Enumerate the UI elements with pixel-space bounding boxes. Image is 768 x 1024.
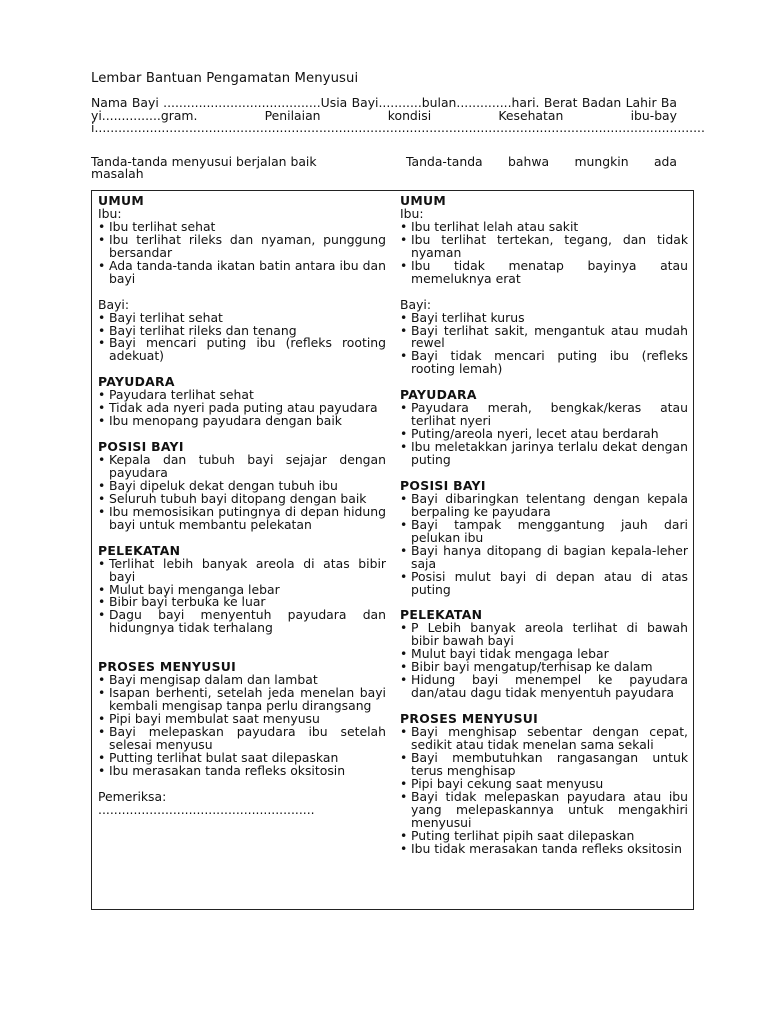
list-item: • Putting terlihat bulat saat dilepaskan (98, 752, 386, 765)
payudara-list (98, 389, 386, 428)
right-column-header: Tanda-tanda bahwa mungkin ada (406, 154, 677, 169)
list-item: • Bibir bayi terbuka ke luar (98, 596, 386, 609)
list-item: • Tidak ada nyeri pada puting atau payudara (98, 402, 386, 415)
ibu-list (98, 218, 386, 286)
list-item: • Bibir bayi mengatup/terhisap ke dalam (400, 661, 688, 674)
list-item: • Bayi terlihat rileks dan tenang (98, 325, 386, 338)
list-item: • Ibu terlihat rileks dan nyaman, punggung bersandar (98, 234, 386, 260)
section-title-payudara: PAYUDARA (98, 374, 175, 390)
list-item: • Bayi dibaringkan telentang dengan kepala berpaling ke payudara (400, 493, 688, 519)
list-item: • Ibu terlihat sehat (98, 221, 386, 234)
section-title-posisi-bayi: POSISI BAYI (400, 477, 486, 493)
examiner-signature-line: ....................................................... (98, 801, 315, 817)
list-item: • Bayi tampak menggantung jauh dari pelukan ibu (400, 519, 688, 545)
bayi-list (400, 309, 688, 377)
group-label-ibu: Ibu: (98, 205, 122, 221)
list-item: • Posisi mulut bayi di depan atau di atas puting (400, 571, 688, 597)
list-item: • Bayi terlihat sakit, mengantuk atau mudah rewel (400, 325, 688, 351)
list-item: • Ada tanda-tanda ikatan batin antara ibu dan bayi (98, 260, 386, 286)
list-item: • Ibu tidak merasakan tanda refleks oksitosin (400, 843, 688, 856)
left-column-header: Tanda-tanda menyusui berjalan baik (91, 154, 317, 169)
examiner-label: Pemeriksa: (98, 788, 167, 804)
list-item: • Payudara merah, bengkak/keras atau terlihat nyeri (400, 402, 688, 428)
list-item: • Bayi tidak mencari puting ibu (refleks rooting lemah) (400, 350, 688, 376)
identity-paragraph: Nama Bayi ........................................Usia Bayi...........bulan..............hari. Berat Badan Lahir Bayi...............gram. Penilaian kondisi Kesehatan ibu-bayi........................................................................................................................................................... (91, 95, 705, 136)
section-title-payudara: PAYUDARA (400, 387, 477, 403)
list-item: • Payudara terlihat sehat (98, 389, 386, 402)
payudara-list (400, 402, 688, 467)
pelekatan-list (98, 555, 386, 636)
list-item: • Ibu merasakan tanda refleks oksitosin (98, 765, 386, 778)
list-item: • Bayi melepaskan payudara ibu setelah selesai menyusu (98, 726, 386, 752)
list-item: • Mulut bayi tidak mengaga lebar (400, 648, 688, 661)
problem-signs-column (400, 195, 688, 856)
list-item: • Bayi dipeluk dekat dengan tubuh ibu (98, 480, 386, 493)
list-item: • Bayi mengisap dalam dan lambat (98, 674, 386, 687)
list-item: • P Lebih banyak areola terlihat di bawah bibir bawah bayi (400, 622, 688, 648)
list-item: • Kepala dan tubuh bayi sejajar dengan payudara (98, 454, 386, 480)
list-item: • Ibu menopang payudara dengan baik (98, 415, 386, 428)
list-item: • Bayi menghisap sebentar dengan cepat, sedikit atau tidak menelan sama sekali (400, 726, 688, 752)
list-item: • Bayi tidak melepaskan payudara atau ibu yang melepaskannya untuk mengakhiri menyusui (400, 791, 688, 830)
list-item: • Bayi mencari puting ibu (refleks rooting adekuat) (98, 337, 386, 363)
list-item: • Ibu meletakkan jarinya terlalu dekat dengan puting (400, 441, 688, 467)
group-label-bayi: Bayi: (98, 296, 130, 312)
list-item: • Ibu terlihat lelah atau sakit (400, 221, 688, 234)
group-label-bayi: Bayi: (400, 296, 432, 312)
proses-list (98, 674, 386, 778)
section-title-proses-menyusui: PROSES MENYUSUI (98, 659, 237, 675)
pelekatan-list (400, 622, 688, 700)
list-item: • Bayi membutuhkan rangasangan untuk terus menghisap (400, 752, 688, 778)
bayi-list (98, 309, 386, 364)
list-item: • Hidung bayi menempel ke payudara dan/atau dagu tidak menyentuh payudara (400, 674, 688, 700)
list-item: • Ibu terlihat tertekan, tegang, dan tidak nyaman (400, 234, 688, 260)
list-item: • Seluruh tubuh bayi ditopang dengan baik (98, 493, 386, 506)
list-item: • Bayi hanya ditopang di bagian kepala-leher saja (400, 545, 688, 571)
list-item: • Bayi terlihat kurus (400, 312, 688, 325)
section-title-umum: UMUM (98, 193, 144, 208)
posisi-list (98, 454, 386, 532)
ibu-list (400, 218, 688, 286)
section-title-posisi-bayi: POSISI BAYI (98, 439, 184, 455)
list-item: • Terlihat lebih banyak areola di atas bibir bayi (98, 558, 386, 584)
list-item: • Ibu memosisikan putingnya di depan hidung bayi untuk membantu pelekatan (98, 506, 386, 532)
list-item: • Mulut bayi menganga lebar (98, 584, 386, 597)
section-title-umum: UMUM (400, 193, 446, 208)
list-item: • Pipi bayi membulat saat menyusu (98, 713, 386, 726)
list-item: • Pipi bayi cekung saat menyusu (400, 778, 688, 791)
posisi-list (400, 490, 688, 597)
list-item: • Bayi terlihat sehat (98, 312, 386, 325)
section-title-proses-menyusui: PROSES MENYUSUI (400, 711, 539, 727)
right-column-header-continued: masalah (91, 166, 144, 181)
list-item: • Dagu bayi menyentuh payudara dan hidungnya tidak terhalang (98, 609, 386, 635)
list-item: • Puting/areola nyeri, lecet atau berdarah (400, 428, 688, 441)
good-signs-column (98, 195, 386, 817)
section-title-pelekatan: PELEKATAN (98, 542, 181, 558)
observation-table (91, 190, 694, 910)
document-title: Lembar Bantuan Pengamatan Menyusui (91, 71, 359, 86)
group-label-ibu: Ibu: (400, 205, 424, 221)
section-title-pelekatan: PELEKATAN (400, 607, 483, 623)
proses-list (400, 726, 688, 856)
list-item: • Isapan berhenti, setelah jeda menelan bayi kembali mengisap tanpa perlu dirangsang (98, 687, 386, 713)
list-item: • Puting terlihat pipih saat dilepaskan (400, 830, 688, 843)
list-item: • Ibu tidak menatap bayinya atau memeluknya erat (400, 260, 688, 286)
